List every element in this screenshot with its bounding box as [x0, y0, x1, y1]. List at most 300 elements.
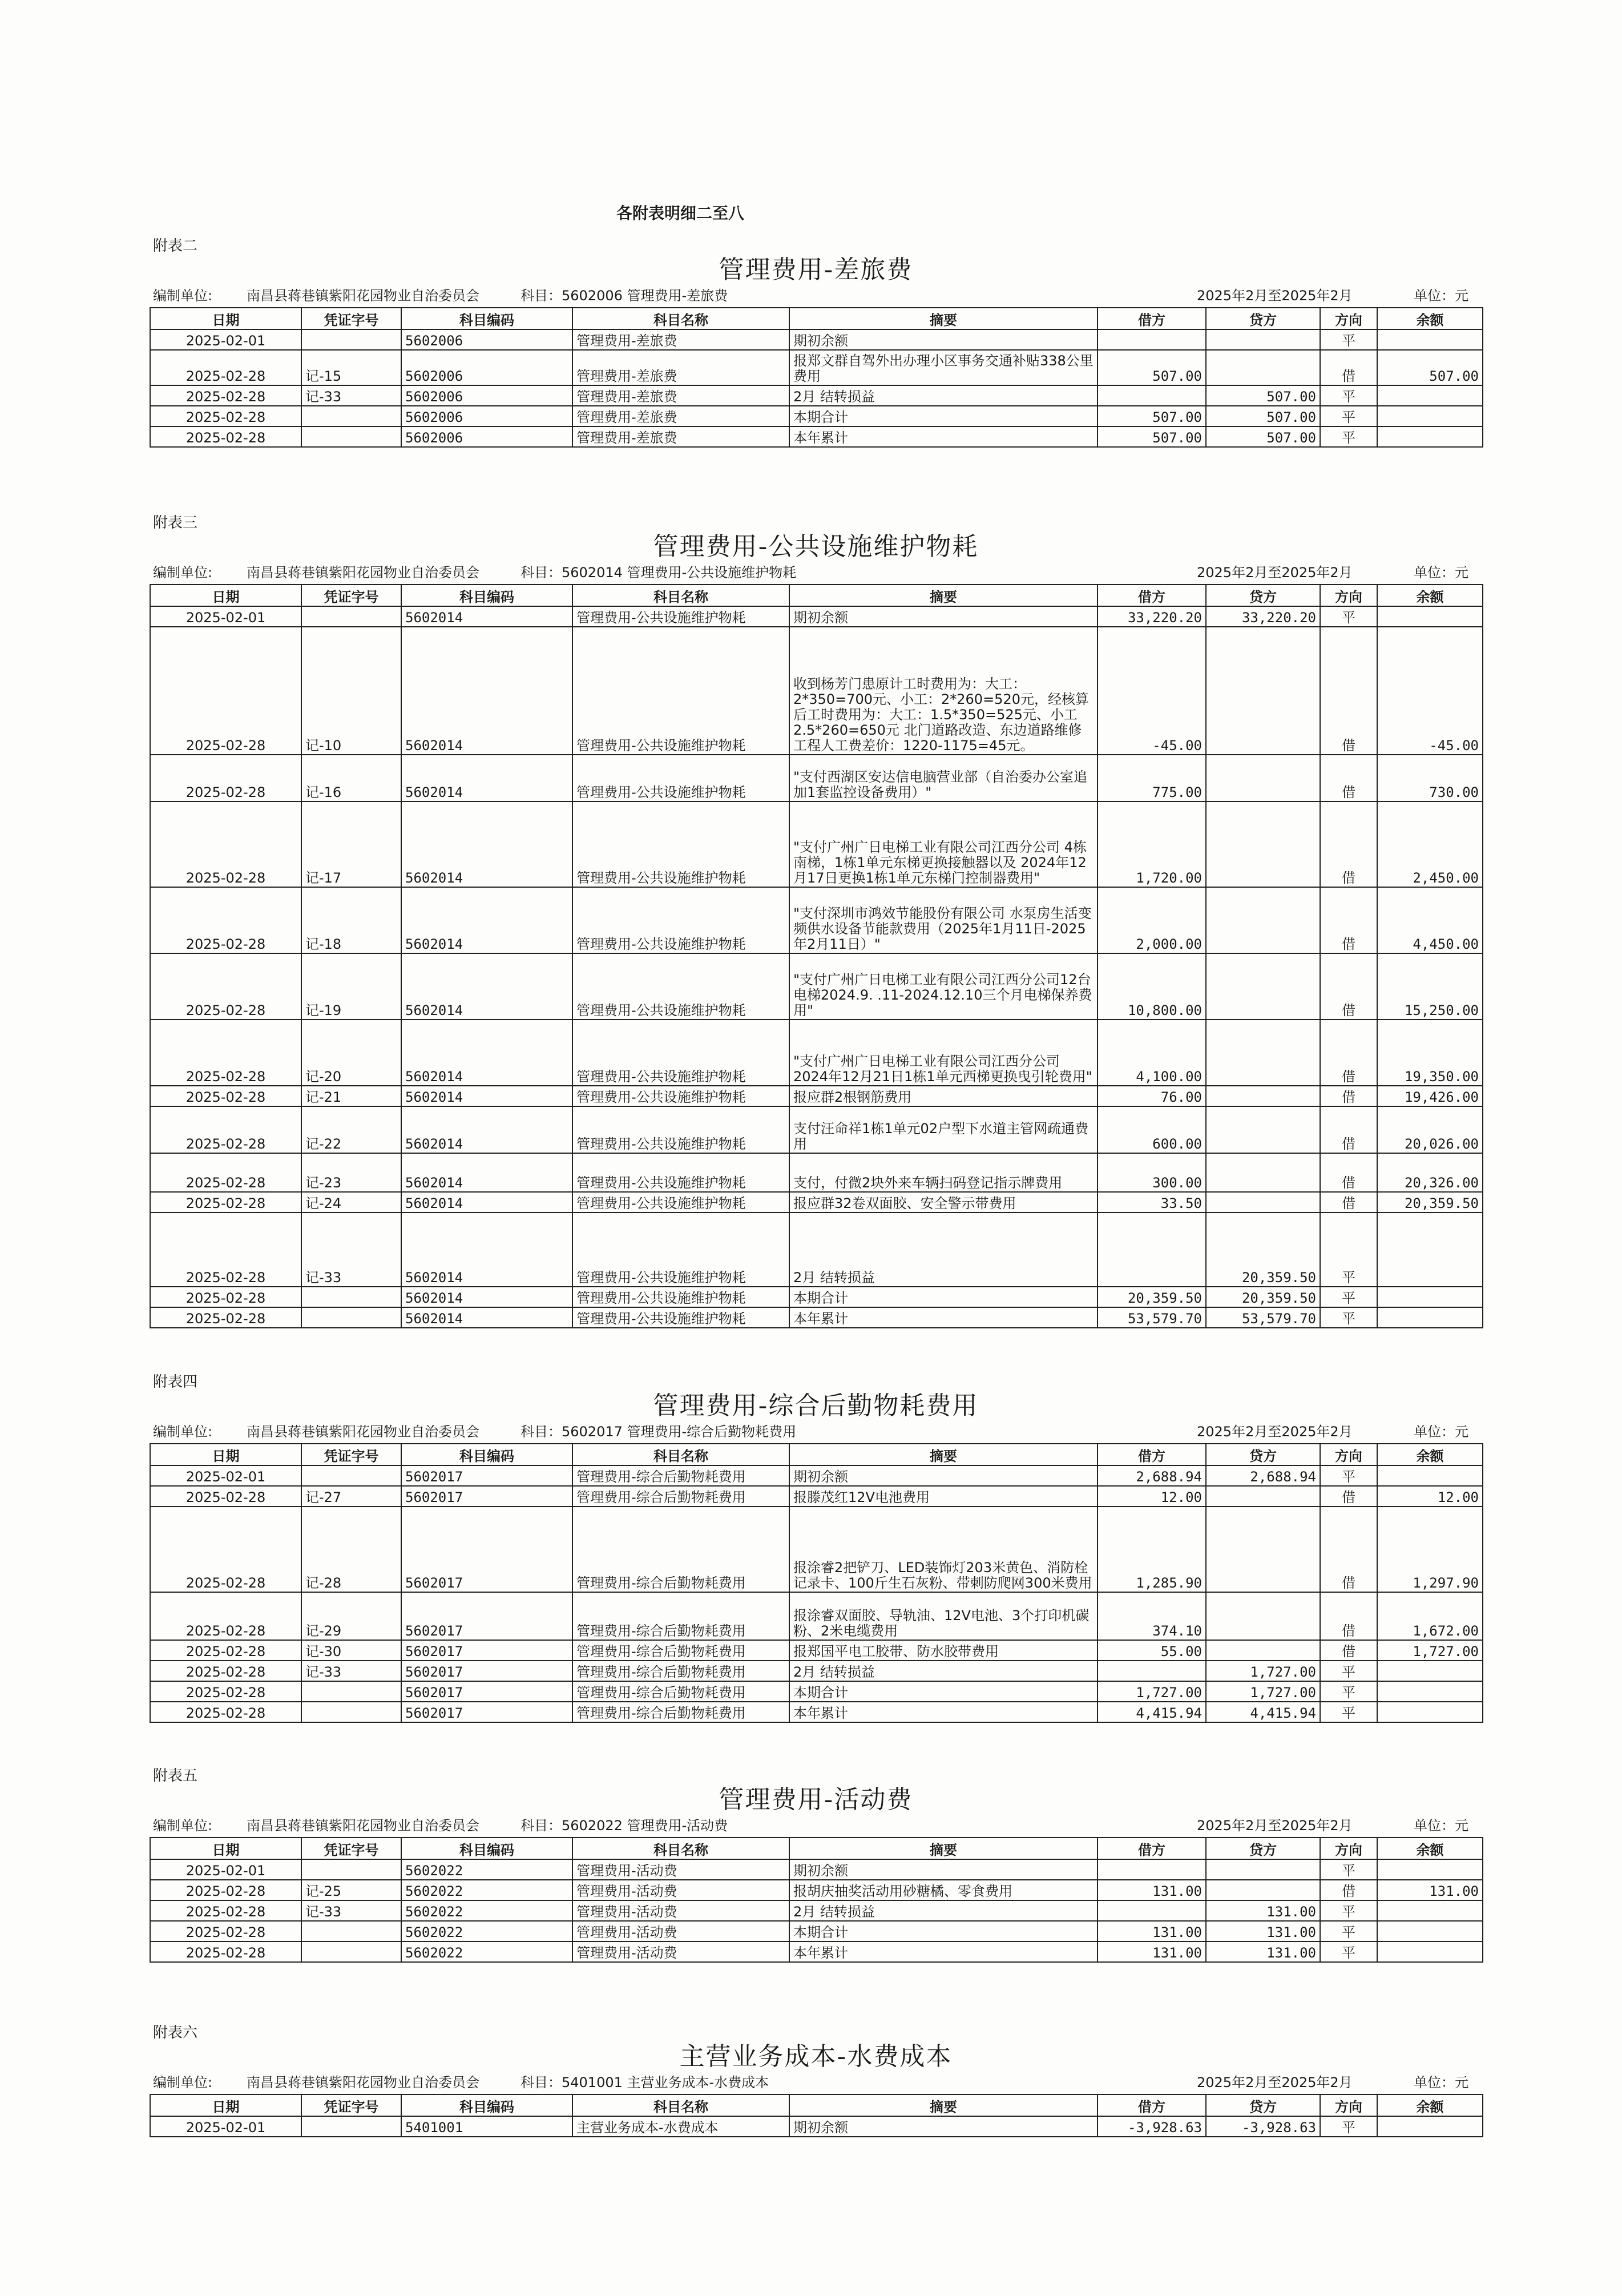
ledger-table — [150, 307, 1483, 448]
direction-cell: 借 — [1320, 1592, 1377, 1640]
column-header: 余额 — [1377, 2094, 1483, 2116]
account-code-cell: 5602022 — [401, 1941, 572, 1962]
summary-cell: 2月 结转损益 — [789, 1213, 1098, 1287]
voucher-cell: 记-27 — [301, 1486, 401, 1507]
date-cell: 2025-02-28 — [150, 1592, 301, 1640]
account-code-cell: 5602006 — [401, 426, 572, 447]
balance-cell — [1377, 1859, 1483, 1880]
account-code-cell: 5602014 — [401, 1213, 572, 1287]
credit-cell: 20,359.50 — [1206, 1287, 1320, 1307]
column-header: 贷方 — [1206, 2094, 1320, 2116]
balance-cell — [1377, 1287, 1483, 1307]
voucher-cell: 记-20 — [301, 1020, 401, 1086]
account-name-cell: 管理费用-公共设施维护物耗 — [572, 755, 789, 801]
balance-cell — [1377, 406, 1483, 426]
balance-cell: 4,450.00 — [1377, 887, 1483, 953]
section-label: 附表二 — [153, 237, 198, 255]
credit-cell: 20,359.50 — [1206, 1213, 1320, 1287]
date-cell: 2025-02-28 — [150, 1640, 301, 1661]
account-name-cell: 管理费用-综合后勤物耗费用 — [572, 1702, 789, 1722]
account-code-cell: 5602022 — [401, 1900, 572, 1921]
voucher-cell: 记-17 — [301, 801, 401, 887]
voucher-cell: 记-33 — [301, 385, 401, 406]
column-header: 科目名称 — [572, 1838, 789, 1859]
direction-cell: 平 — [1320, 406, 1377, 426]
balance-cell: 1,672.00 — [1377, 1592, 1483, 1640]
date-cell: 2025-02-28 — [150, 1213, 301, 1287]
account-name-cell: 管理费用-公共设施维护物耗 — [572, 887, 789, 953]
voucher-cell: 记-23 — [301, 1153, 401, 1192]
balance-cell — [1377, 385, 1483, 406]
currency-unit: 单位：元 — [1414, 2075, 1468, 2090]
unit-label: 编制单位: — [153, 1818, 213, 1834]
credit-cell — [1206, 350, 1320, 385]
column-header: 凭证字号 — [301, 1838, 401, 1859]
voucher-cell: 记-25 — [301, 1880, 401, 1900]
voucher-cell — [301, 1859, 401, 1880]
direction-cell: 借 — [1320, 1486, 1377, 1507]
column-header: 科目编码 — [401, 2094, 572, 2116]
account-name-cell: 管理费用-公共设施维护物耗 — [572, 1020, 789, 1086]
account-code-cell: 5602014 — [401, 887, 572, 953]
direction-cell: 平 — [1320, 1681, 1377, 1702]
summary-cell: 收到杨芳门患原计工时费用为：大工：2*350=700元、小工：2*260=520元，经核算后工时费用为：大工：1.5*350=525元、小工2.5*260=650元 北门道路改造、东边道路维修工程人工费差价：1220-1175=45元。 — [789, 627, 1098, 755]
table-header-row — [150, 2094, 1483, 2116]
date-cell: 2025-02-01 — [150, 1859, 301, 1880]
table-row — [150, 1465, 1483, 1486]
account-name-cell: 管理费用-综合后勤物耗费用 — [572, 1507, 789, 1592]
date-cell: 2025-02-28 — [150, 1307, 301, 1328]
section-meta — [150, 1814, 1482, 1835]
report-period: 2025年2月至2025年2月 — [1197, 1424, 1353, 1440]
table-row — [150, 887, 1483, 953]
account-name-cell: 管理费用-差旅费 — [572, 329, 789, 350]
date-cell: 2025-02-28 — [150, 406, 301, 426]
credit-cell — [1206, 627, 1320, 755]
table-row — [150, 1153, 1483, 1192]
report-period: 2025年2月至2025年2月 — [1197, 565, 1353, 581]
voucher-cell — [301, 426, 401, 447]
table-row — [150, 627, 1483, 755]
currency-unit: 单位：元 — [1414, 565, 1468, 581]
debit-cell: 55.00 — [1098, 1640, 1206, 1661]
balance-cell: 131.00 — [1377, 1880, 1483, 1900]
direction-cell: 借 — [1320, 1153, 1377, 1192]
column-header: 日期 — [150, 1444, 301, 1465]
debit-cell: -45.00 — [1098, 627, 1206, 755]
column-header: 日期 — [150, 585, 301, 606]
credit-cell — [1206, 1020, 1320, 1086]
direction-cell: 平 — [1320, 1307, 1377, 1328]
section-meta — [150, 2071, 1482, 2092]
debit-cell: 4,415.94 — [1098, 1702, 1206, 1722]
account-code-cell: 5602017 — [401, 1681, 572, 1702]
account-code-cell: 5602017 — [401, 1592, 572, 1640]
account-name-cell: 管理费用-活动费 — [572, 1941, 789, 1962]
direction-cell: 平 — [1320, 1900, 1377, 1921]
debit-cell: 775.00 — [1098, 755, 1206, 801]
report-period: 2025年2月至2025年2月 — [1197, 1818, 1353, 1834]
report-period: 2025年2月至2025年2月 — [1197, 2075, 1353, 2090]
date-cell: 2025-02-28 — [150, 385, 301, 406]
date-cell: 2025-02-28 — [150, 1020, 301, 1086]
credit-cell: 53,579.70 — [1206, 1307, 1320, 1328]
credit-cell — [1206, 329, 1320, 350]
account-name-cell: 管理费用-活动费 — [572, 1900, 789, 1921]
table-row — [150, 1106, 1483, 1153]
summary-cell: 期初余额 — [789, 2116, 1098, 2137]
balance-cell — [1377, 1661, 1483, 1681]
credit-cell: 131.00 — [1206, 1921, 1320, 1941]
column-header: 借方 — [1098, 1444, 1206, 1465]
ledger-table — [150, 1837, 1483, 1963]
debit-cell — [1098, 1213, 1206, 1287]
column-header: 摘要 — [789, 1838, 1098, 1859]
section-title: 管理费用-公共设施维护物耗 — [653, 532, 979, 561]
summary-cell: 本期合计 — [789, 406, 1098, 426]
column-header: 凭证字号 — [301, 2094, 401, 2116]
voucher-cell — [301, 329, 401, 350]
column-header: 科目编码 — [401, 1444, 572, 1465]
debit-cell: 1,285.90 — [1098, 1507, 1206, 1592]
direction-cell: 平 — [1320, 385, 1377, 406]
table-row — [150, 1941, 1483, 1962]
summary-cell: "支付广州广日电梯工业有限公司江西分公司 4栋南梯，1栋1单元东梯更换接触器以及 2024年12月17日更换1栋1单元东梯门控制器费用" — [789, 801, 1098, 887]
date-cell: 2025-02-28 — [150, 1681, 301, 1702]
summary-cell: 2月 结转损益 — [789, 1661, 1098, 1681]
balance-cell: 730.00 — [1377, 755, 1483, 801]
date-cell: 2025-02-28 — [150, 1702, 301, 1722]
table-row — [150, 426, 1483, 447]
summary-cell: 本期合计 — [789, 1681, 1098, 1702]
account-subject: 科目：5602022 管理费用-活动费 — [521, 1818, 728, 1834]
date-cell: 2025-02-01 — [150, 2116, 301, 2137]
date-cell: 2025-02-28 — [150, 1192, 301, 1213]
summary-cell: 期初余额 — [789, 329, 1098, 350]
voucher-cell: 记-22 — [301, 1106, 401, 1153]
credit-cell — [1206, 1640, 1320, 1661]
account-code-cell: 5602014 — [401, 1307, 572, 1328]
table-header-row — [150, 585, 1483, 606]
date-cell: 2025-02-28 — [150, 1106, 301, 1153]
summary-cell: 报滕茂红12V电池费用 — [789, 1486, 1098, 1507]
account-code-cell: 5602006 — [401, 329, 572, 350]
date-cell: 2025-02-28 — [150, 801, 301, 887]
account-code-cell: 5602017 — [401, 1465, 572, 1486]
date-cell: 2025-02-28 — [150, 426, 301, 447]
credit-cell — [1206, 801, 1320, 887]
account-code-cell: 5602014 — [401, 1106, 572, 1153]
summary-cell: 本期合计 — [789, 1921, 1098, 1941]
direction-cell: 平 — [1320, 329, 1377, 350]
date-cell: 2025-02-28 — [150, 1153, 301, 1192]
summary-cell: 报应群2根钢筋费用 — [789, 1086, 1098, 1106]
table-row — [150, 801, 1483, 887]
table-row — [150, 1661, 1483, 1681]
date-cell: 2025-02-01 — [150, 329, 301, 350]
date-cell: 2025-02-28 — [150, 1880, 301, 1900]
account-subject: 科目：5602006 管理费用-差旅费 — [521, 288, 728, 304]
voucher-cell — [301, 406, 401, 426]
voucher-cell: 记-10 — [301, 627, 401, 755]
balance-cell: 12.00 — [1377, 1486, 1483, 1507]
direction-cell: 平 — [1320, 1287, 1377, 1307]
account-code-cell: 5602014 — [401, 1153, 572, 1192]
direction-cell: 平 — [1320, 2116, 1377, 2137]
credit-cell — [1206, 1153, 1320, 1192]
balance-cell — [1377, 1465, 1483, 1486]
table-row — [150, 953, 1483, 1020]
table-row — [150, 2116, 1483, 2137]
account-code-cell: 5602017 — [401, 1661, 572, 1681]
summary-cell: 本年累计 — [789, 1941, 1098, 1962]
currency-unit: 单位：元 — [1414, 1818, 1468, 1834]
account-name-cell: 管理费用-综合后勤物耗费用 — [572, 1486, 789, 1507]
voucher-cell: 记-29 — [301, 1592, 401, 1640]
direction-cell: 借 — [1320, 350, 1377, 385]
credit-cell: 1,727.00 — [1206, 1681, 1320, 1702]
table-row — [150, 1213, 1483, 1287]
column-header: 科目编码 — [401, 1838, 572, 1859]
summary-cell: 报胡庆抽奖活动用砂糖橘、零食费用 — [789, 1880, 1098, 1900]
direction-cell: 平 — [1320, 606, 1377, 627]
account-name-cell: 管理费用-公共设施维护物耗 — [572, 953, 789, 1020]
report-period: 2025年2月至2025年2月 — [1197, 288, 1353, 304]
voucher-cell — [301, 1681, 401, 1702]
summary-cell: 支付汪命祥1栋1单元02户型下水道主管网疏通费用 — [789, 1106, 1098, 1153]
credit-cell: 507.00 — [1206, 385, 1320, 406]
column-header: 余额 — [1377, 1838, 1483, 1859]
account-code-cell: 5602017 — [401, 1507, 572, 1592]
direction-cell: 平 — [1320, 1213, 1377, 1287]
voucher-cell — [301, 1287, 401, 1307]
credit-cell: 4,415.94 — [1206, 1702, 1320, 1722]
credit-cell — [1206, 1507, 1320, 1592]
table-row — [150, 1020, 1483, 1086]
account-name-cell: 管理费用-综合后勤物耗费用 — [572, 1661, 789, 1681]
summary-cell: 报涂睿双面胶、导轨油、12V电池、3个打印机碳粉、2米电缆费用 — [789, 1592, 1098, 1640]
debit-cell: 507.00 — [1098, 350, 1206, 385]
voucher-cell — [301, 1941, 401, 1962]
debit-cell: 20,359.50 — [1098, 1287, 1206, 1307]
account-code-cell: 5602017 — [401, 1640, 572, 1661]
summary-cell: 2月 结转损益 — [789, 1900, 1098, 1921]
account-code-cell: 5602014 — [401, 801, 572, 887]
account-name-cell: 管理费用-公共设施维护物耗 — [572, 1153, 789, 1192]
preparer-unit: 南昌县蒋巷镇紫阳花园物业自治委员会 — [247, 288, 479, 304]
date-cell: 2025-02-28 — [150, 1941, 301, 1962]
summary-cell: 报郑国平电工胶带、防水胶带费用 — [789, 1640, 1098, 1661]
account-code-cell: 5602014 — [401, 755, 572, 801]
direction-cell: 借 — [1320, 1640, 1377, 1661]
balance-cell — [1377, 426, 1483, 447]
column-header: 借方 — [1098, 308, 1206, 329]
account-code-cell: 5602022 — [401, 1859, 572, 1880]
direction-cell: 借 — [1320, 1086, 1377, 1106]
column-header: 贷方 — [1206, 1838, 1320, 1859]
account-code-cell: 5602014 — [401, 953, 572, 1020]
column-header: 科目名称 — [572, 585, 789, 606]
table-header-row — [150, 308, 1483, 329]
debit-cell: 4,100.00 — [1098, 1020, 1206, 1086]
account-code-cell: 5602014 — [401, 1192, 572, 1213]
debit-cell: 507.00 — [1098, 406, 1206, 426]
table-row — [150, 1507, 1483, 1592]
balance-cell: 20,326.00 — [1377, 1153, 1483, 1192]
voucher-cell: 记-18 — [301, 887, 401, 953]
direction-cell: 借 — [1320, 1880, 1377, 1900]
summary-cell: "支付西湖区安达信电脑营业部（自治委办公室追加1套监控设备费用）" — [789, 755, 1098, 801]
summary-cell: "支付广州广日电梯工业有限公司江西分公司 2024年12月21日1栋1单元西梯更换曳引轮费用" — [789, 1020, 1098, 1086]
balance-cell: -45.00 — [1377, 627, 1483, 755]
column-header: 贷方 — [1206, 1444, 1320, 1465]
credit-cell: 507.00 — [1206, 406, 1320, 426]
account-name-cell: 管理费用-综合后勤物耗费用 — [572, 1640, 789, 1661]
document-title: 各附表明细二至八 — [616, 204, 745, 223]
account-code-cell: 5602014 — [401, 606, 572, 627]
date-cell: 2025-02-28 — [150, 1661, 301, 1681]
balance-cell: 19,426.00 — [1377, 1086, 1483, 1106]
date-cell: 2025-02-28 — [150, 1086, 301, 1106]
voucher-cell: 记-33 — [301, 1661, 401, 1681]
account-name-cell: 管理费用-活动费 — [572, 1921, 789, 1941]
account-name-cell: 管理费用-综合后勤物耗费用 — [572, 1592, 789, 1640]
voucher-cell: 记-24 — [301, 1192, 401, 1213]
direction-cell: 平 — [1320, 1921, 1377, 1941]
section-label: 附表三 — [153, 514, 198, 531]
table-header-row — [150, 1444, 1483, 1465]
column-header: 科目名称 — [572, 2094, 789, 2116]
balance-cell — [1377, 606, 1483, 627]
account-name-cell: 管理费用-差旅费 — [572, 426, 789, 447]
table-row — [150, 1681, 1483, 1702]
account-name-cell: 管理费用-公共设施维护物耗 — [572, 1287, 789, 1307]
table-header-row — [150, 1838, 1483, 1859]
balance-cell — [1377, 1681, 1483, 1702]
table-row — [150, 1880, 1483, 1900]
debit-cell: 76.00 — [1098, 1086, 1206, 1106]
balance-cell: 507.00 — [1377, 350, 1483, 385]
voucher-cell — [301, 1465, 401, 1486]
debit-cell: 2,000.00 — [1098, 887, 1206, 953]
credit-cell: 131.00 — [1206, 1900, 1320, 1921]
direction-cell: 借 — [1320, 1192, 1377, 1213]
summary-cell: 期初余额 — [789, 1465, 1098, 1486]
section-title: 管理费用-活动费 — [719, 1785, 913, 1814]
debit-cell — [1098, 329, 1206, 350]
summary-cell: 报涂睿2把铲刀、LED装饰灯203米黄色、消防栓记录卡、100斤生石灰粉、带刺防爬网300米费用 — [789, 1507, 1098, 1592]
summary-cell: 本年累计 — [789, 1702, 1098, 1722]
column-header: 日期 — [150, 308, 301, 329]
account-code-cell: 5602022 — [401, 1921, 572, 1941]
account-name-cell: 管理费用-差旅费 — [572, 385, 789, 406]
account-name-cell: 管理费用-公共设施维护物耗 — [572, 627, 789, 755]
table-row — [150, 1702, 1483, 1722]
balance-cell — [1377, 1941, 1483, 1962]
debit-cell — [1098, 1859, 1206, 1880]
debit-cell — [1098, 1661, 1206, 1681]
account-name-cell: 管理费用-公共设施维护物耗 — [572, 1106, 789, 1153]
voucher-cell: 记-19 — [301, 953, 401, 1020]
debit-cell: 33.50 — [1098, 1192, 1206, 1213]
debit-cell: 507.00 — [1098, 426, 1206, 447]
voucher-cell: 记-21 — [301, 1086, 401, 1106]
section-title: 主营业务成本-水费成本 — [679, 2042, 953, 2071]
balance-cell: 19,350.00 — [1377, 1020, 1483, 1086]
column-header: 贷方 — [1206, 308, 1320, 329]
debit-cell — [1098, 385, 1206, 406]
direction-cell: 借 — [1320, 1020, 1377, 1086]
preparer-unit: 南昌县蒋巷镇紫阳花园物业自治委员会 — [247, 2075, 479, 2090]
credit-cell: 2,688.94 — [1206, 1465, 1320, 1486]
column-header: 凭证字号 — [301, 308, 401, 329]
unit-label: 编制单位: — [153, 565, 213, 581]
date-cell: 2025-02-28 — [150, 755, 301, 801]
column-header: 借方 — [1098, 585, 1206, 606]
credit-cell: -3,928.63 — [1206, 2116, 1320, 2137]
voucher-cell: 记-28 — [301, 1507, 401, 1592]
ledger-table — [150, 1443, 1483, 1723]
voucher-cell — [301, 1921, 401, 1941]
account-code-cell: 5401001 — [401, 2116, 572, 2137]
column-header: 凭证字号 — [301, 585, 401, 606]
unit-label: 编制单位: — [153, 1424, 213, 1440]
column-header: 方向 — [1320, 585, 1377, 606]
direction-cell: 借 — [1320, 1507, 1377, 1592]
column-header: 余额 — [1377, 1444, 1483, 1465]
column-header: 摘要 — [789, 585, 1098, 606]
table-row — [150, 606, 1483, 627]
account-code-cell: 5602014 — [401, 627, 572, 755]
section-meta — [150, 1420, 1482, 1441]
debit-cell: 600.00 — [1098, 1106, 1206, 1153]
balance-cell: 20,359.50 — [1377, 1192, 1483, 1213]
date-cell: 2025-02-01 — [150, 1465, 301, 1486]
column-header: 日期 — [150, 2094, 301, 2116]
table-row — [150, 1486, 1483, 1507]
credit-cell — [1206, 1859, 1320, 1880]
debit-cell: 1,727.00 — [1098, 1681, 1206, 1702]
debit-cell: 131.00 — [1098, 1921, 1206, 1941]
credit-cell — [1206, 1486, 1320, 1507]
voucher-cell: 记-16 — [301, 755, 401, 801]
direction-cell: 平 — [1320, 1859, 1377, 1880]
account-name-cell: 管理费用-活动费 — [572, 1859, 789, 1880]
column-header: 方向 — [1320, 1838, 1377, 1859]
table-row — [150, 1592, 1483, 1640]
credit-cell: 507.00 — [1206, 426, 1320, 447]
balance-cell — [1377, 1702, 1483, 1722]
account-code-cell: 5602006 — [401, 350, 572, 385]
direction-cell: 借 — [1320, 953, 1377, 1020]
balance-cell — [1377, 1921, 1483, 1941]
credit-cell — [1206, 1106, 1320, 1153]
summary-cell: 报应群32卷双面胶、安全警示带费用 — [789, 1192, 1098, 1213]
debit-cell: 2,688.94 — [1098, 1465, 1206, 1486]
table-row — [150, 1192, 1483, 1213]
column-header: 方向 — [1320, 308, 1377, 329]
debit-cell: 33,220.20 — [1098, 606, 1206, 627]
voucher-cell — [301, 606, 401, 627]
section-label: 附表四 — [153, 1373, 198, 1391]
summary-cell: "支付深圳市鸿效节能股份有限公司 水泵房生活变频供水设备节能款费用（2025年1月11日-2025年2月11日）" — [789, 887, 1098, 953]
column-header: 摘要 — [789, 308, 1098, 329]
account-code-cell: 5602022 — [401, 1880, 572, 1900]
direction-cell: 借 — [1320, 887, 1377, 953]
summary-cell: 期初余额 — [789, 606, 1098, 627]
summary-cell: 报郑文群自驾外出办理小区事务交通补贴338公里费用 — [789, 350, 1098, 385]
table-row — [150, 1859, 1483, 1880]
